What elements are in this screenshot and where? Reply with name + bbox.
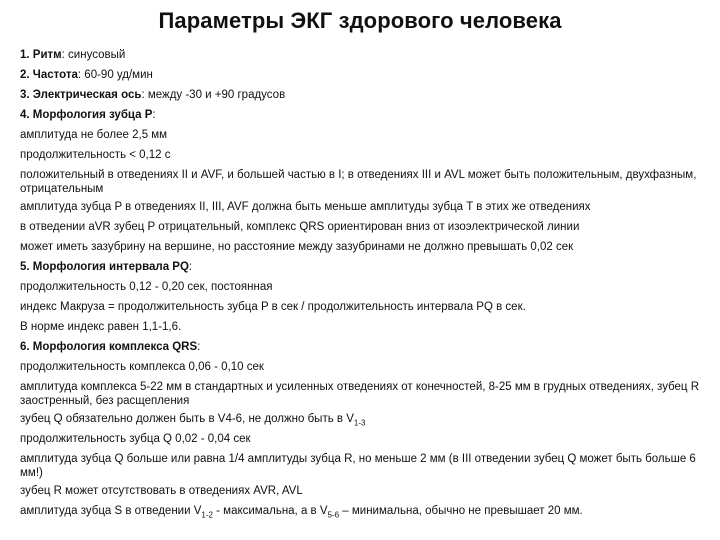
rhythm-label: 1. Ритм [20,49,62,61]
p-wave-heading [20,108,706,128]
rhythm-line [20,48,706,68]
pq-colon: : [188,261,193,273]
p-amp-compare-line: амплитуда зубца P в отведениях II, III, AVF должна быть меньше амплитуды зубца T в этих же отведениях [20,201,591,213]
r-absent-line: зубец R может отсутствовать в отведениях AVR, AVL [20,485,303,497]
p-duration-line: продолжительность < 0,12 с [20,149,171,161]
q-wave-sub: 1-3 [353,418,366,428]
rate-value: : 60-90 уд/мин [77,69,153,81]
s-wave-part1: амплитуда зубца S в отведении V [20,505,202,517]
qrs-label: 6. Морфология комплекса QRS [20,341,198,353]
avr-line-b: может иметь зазубрину на вершине, но расстояние между зазубринами не должно превышать 0,02 сек [20,241,574,253]
s-wave-line [20,504,706,524]
axis-label: 3. Электрическая ось [20,89,142,101]
qrs-heading [20,340,706,360]
s-wave-sub2: 5-6 [327,510,340,520]
qrs-duration-line: продолжительность комплекса 0,06 - 0,10 сек [20,361,264,373]
pq-label: 5. Морфология интервала PQ [20,261,189,273]
q-wave-text: зубец Q обязательно должен быть в V4-6, не должно быть в V [20,413,354,425]
content-list [20,48,706,524]
s-wave-part3: – минимальна, обычно не превышает 20 мм. [339,505,583,517]
p-wave-colon: : [152,109,156,121]
pq-duration-line: продолжительность 0,12 - 0,20 сек, постоянная [20,281,273,293]
qrs-colon: : [197,341,201,353]
macruz-line: индекс Макруза = продолжительность зубца P в сек / продолжительность интервала PQ в сек. [20,301,526,313]
s-wave-sub1: 1-2 [201,510,213,520]
q-amplitude-line: амплитуда зубца Q больше или равна 1/4 амплитуды зубца R, но меньше 2 мм (в III отведении зубец Q может быть больше 6 мм!) [20,453,696,479]
pq-heading [20,260,706,280]
rate-label: 2. Частота [20,69,78,81]
p-wave-label: 4. Морфология зубца P [20,109,153,121]
s-wave-part2: - максимальна, а в V [212,505,328,517]
macruz-norm-line: В норме индекс равен 1,1-1,6. [20,321,182,333]
avr-line-a: в отведении aVR зубец P отрицательный, комплекс QRS ориентирован вниз от изоэлектрической линии [20,221,580,233]
p-polarity-line: положительный в отведениях II и AVF, и большей частью в I; в отведениях III и AVL может быть положительным, двухфазным, отрицательным [20,169,697,195]
rhythm-value: : синусовый [61,49,126,61]
page-title: Параметры ЭКГ здорового человека [158,8,562,33]
qrs-amplitude-line: амплитуда комплекса 5-22 мм в стандартных и усиленных отведениях от конечностей, 8-25 мм в грудных отведениях, зубец R заостренный, без расщепления [20,381,700,407]
p-amplitude-line: амплитуда не более 2,5 мм [20,129,168,141]
q-wave-line [20,412,706,432]
axis-value: : между -30 и +90 градусов [141,89,286,101]
rate-line [20,68,706,88]
axis-line [20,88,706,108]
q-duration-line: продолжительность зубца Q 0,02 - 0,04 сек [20,433,251,445]
